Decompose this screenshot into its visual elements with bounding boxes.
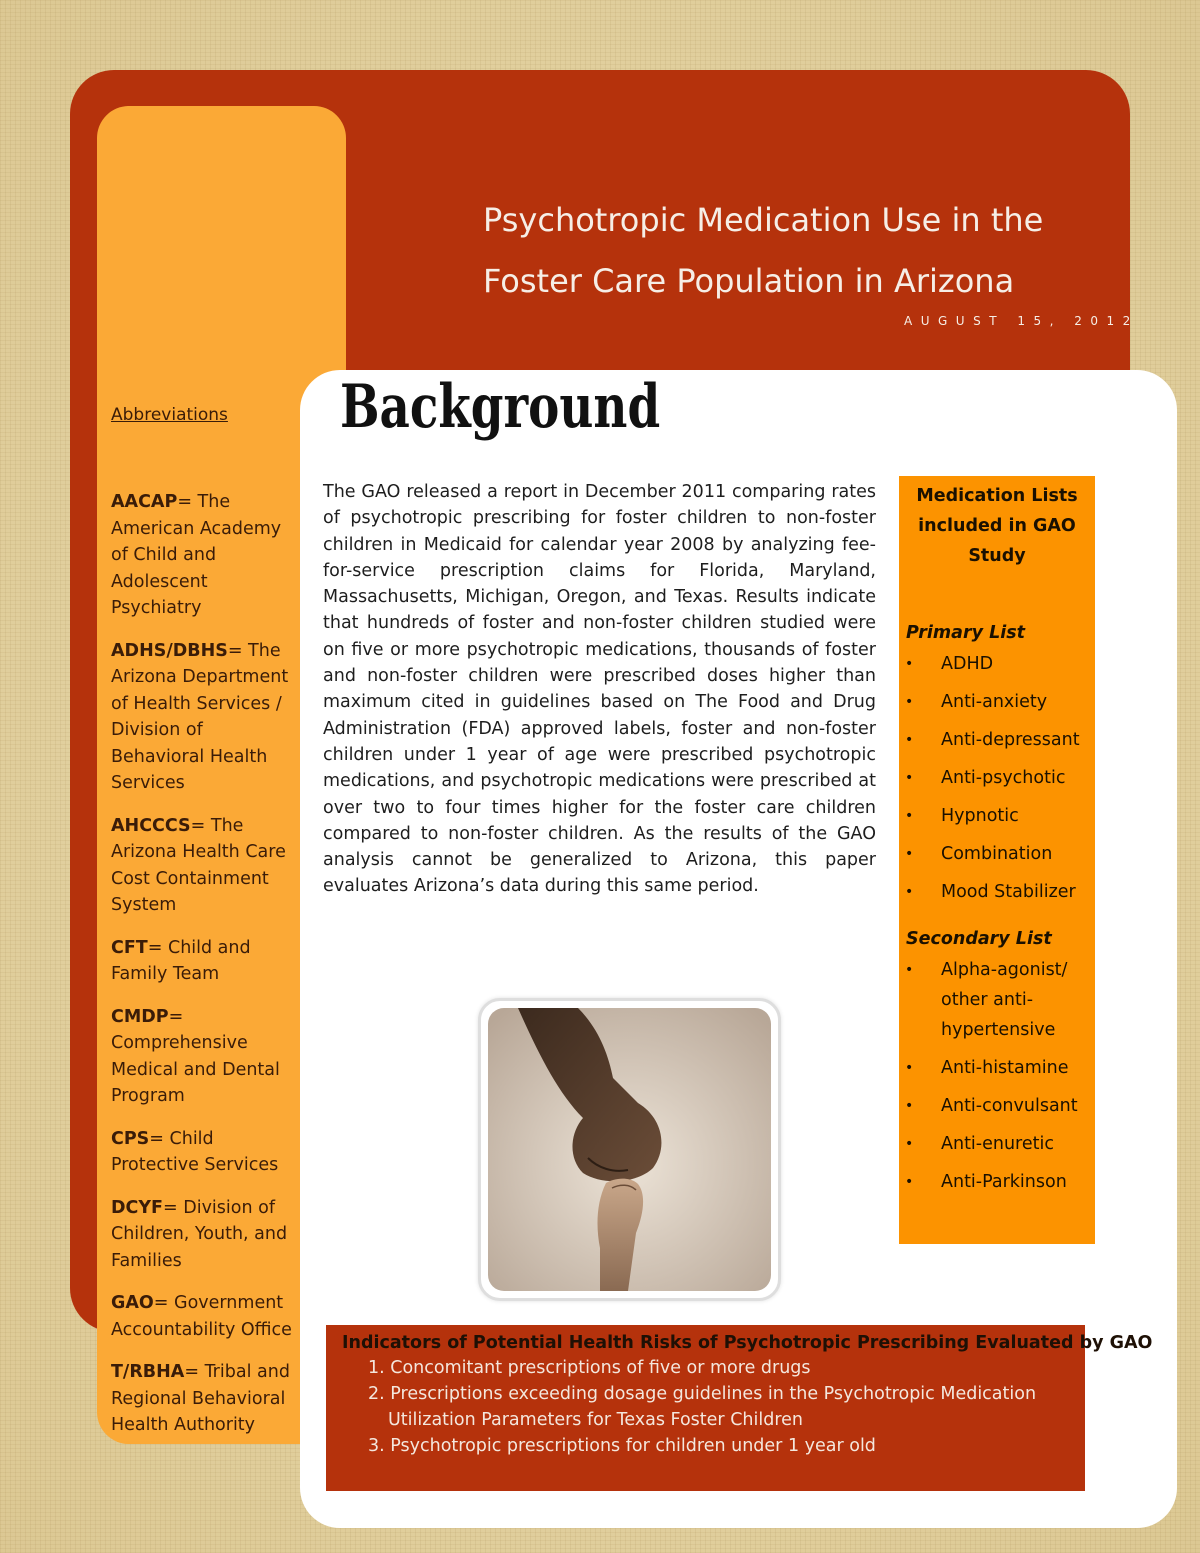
abbreviations-heading: Abbreviations	[111, 405, 228, 425]
abbreviation-term: CFT	[111, 937, 148, 958]
title-line-1: Psychotropic Medication Use in the	[483, 201, 1044, 239]
bullet-icon: •	[905, 1136, 914, 1152]
abbreviation-item	[111, 935, 297, 988]
list-item: • Anti-enuretic	[899, 1129, 1095, 1159]
abbreviation-definition: = The American Academy of Child and Adolescent Psychiatry	[111, 492, 282, 618]
bullet-icon: •	[905, 846, 914, 862]
primary-list	[899, 649, 1095, 907]
abbreviation-definition: = Division of Children, Youth, and Families	[111, 1197, 288, 1271]
abbreviation-item	[111, 1004, 297, 1110]
list-item: 3. Psychotropic prescriptions for children under 1 year old	[368, 1436, 876, 1456]
abbreviation-definition: = Child and Family Team	[111, 937, 251, 984]
holding-hands-image	[488, 1008, 771, 1291]
indicators-list	[326, 1355, 1085, 1459]
bullet-icon: •	[905, 694, 914, 710]
list-item: 2. Prescriptions exceeding dosage guidelines in the Psychotropic Medication Utilization Parameters for Texas Foster Children	[368, 1384, 1037, 1430]
bullet-icon: •	[905, 962, 914, 978]
list-item: • Combination	[899, 839, 1095, 869]
secondary-list-title: Secondary List	[906, 929, 1052, 949]
abbreviation-definition: = Tribal and Regional Behavioral Health Authority	[111, 1362, 290, 1435]
bullet-icon: •	[905, 732, 914, 748]
abbreviation-definition: = The Arizona Health Care Cost Containment System	[111, 815, 286, 915]
list-item: • Hypnotic	[899, 801, 1095, 831]
bullet-icon: •	[905, 770, 914, 786]
bullet-icon: •	[905, 1098, 914, 1114]
abbreviation-item	[111, 489, 297, 622]
background-paragraph: The GAO released a report in December 2011 comparing rates of psychotropic prescribing for foster children to non-foster children in Medicaid for calendar year 2008 by analyzing fee-for-service prescription claims for Florida, Maryland, Massachusetts, Michigan, Oregon, and Texas. Results indicate that hundreds of foster and non-foster children studied were on five or more psychotropic medications, thousands of foster and non-foster children were prescribed doses higher than maximum cited in guidelines based on The Food and Drug Administration (FDA) approved labels, foster and non-foster children under 1 year of age were prescribed psychotropic medications, and psychotropic medications were prescribed at over two to four times higher for the foster care children compared to non-foster children. As the results of the GAO analysis cannot be generalized to Arizona, this paper evaluates Arizona’s data during this same period.	[323, 482, 876, 897]
list-item: • Alpha-agonist/ other anti-hypertensive	[899, 955, 1071, 1045]
list-item: • Anti-Parkinson	[899, 1167, 1095, 1197]
abbreviation-term: DCYF	[111, 1197, 163, 1218]
bullet-icon: •	[905, 1060, 914, 1076]
abbreviations-list	[111, 489, 297, 1455]
abbreviation-term: CMDP	[111, 1006, 169, 1027]
list-item: • Mood Stabilizer	[899, 877, 1095, 907]
abbreviation-item	[111, 1359, 297, 1439]
hands-photo	[478, 998, 781, 1301]
bullet-icon: •	[905, 656, 914, 672]
list-item: • Anti-psychotic	[899, 763, 1095, 793]
title-line-2: Foster Care Population in Arizona	[483, 262, 1015, 300]
medication-lists-box	[899, 476, 1095, 1244]
list-item: • Anti-histamine	[899, 1053, 1095, 1083]
list-item: • Anti-convulsant	[899, 1091, 1095, 1121]
indicators-title: Indicators of Potential Health Risks of Psychotropic Prescribing Evaluated by GAO	[342, 1333, 1153, 1353]
page-title	[483, 190, 1123, 312]
list-item: • ADHD	[899, 649, 1095, 679]
secondary-list	[899, 955, 1095, 1197]
abbreviation-term: GAO	[111, 1293, 154, 1313]
abbreviation-item	[111, 1126, 297, 1179]
abbreviation-definition: = Child Protective Services	[111, 1128, 279, 1175]
abbreviation-term: T/RBHA	[111, 1362, 185, 1382]
bullet-icon: •	[905, 808, 914, 824]
indicators-box	[326, 1325, 1153, 1491]
list-item: • Anti-depressant	[899, 725, 1095, 755]
abbreviation-term: CPS	[111, 1128, 150, 1149]
abbreviation-term: ADHS/DBHS	[111, 640, 228, 661]
abbreviation-definition: = The Arizona Department of Health Services / Division of Behavioral Health Services	[111, 640, 289, 793]
list-item: • Anti-anxiety	[899, 687, 1095, 717]
abbreviation-definition: = Comprehensive Medical and Dental Program	[111, 1006, 280, 1106]
background-heading: Background	[340, 372, 661, 442]
abbreviation-term: AHCCCS	[111, 815, 191, 836]
abbreviation-item	[111, 1290, 297, 1343]
abbreviation-item	[111, 813, 297, 919]
publication-date: AUGUST 15, 2012	[904, 314, 1139, 328]
abbreviation-item	[111, 638, 297, 797]
primary-list-title: Primary List	[906, 623, 1026, 643]
bullet-icon: •	[905, 884, 914, 900]
medication-lists-title: Medication Lists included in GAO Study	[916, 486, 1078, 566]
abbreviation-definition: = Government Accountability Office	[111, 1293, 292, 1340]
abbreviation-term: AACAP	[111, 492, 178, 512]
abbreviation-item	[111, 1195, 297, 1275]
bullet-icon: •	[905, 1174, 914, 1190]
list-item: 1. Concomitant prescriptions of five or more drugs	[368, 1358, 811, 1378]
